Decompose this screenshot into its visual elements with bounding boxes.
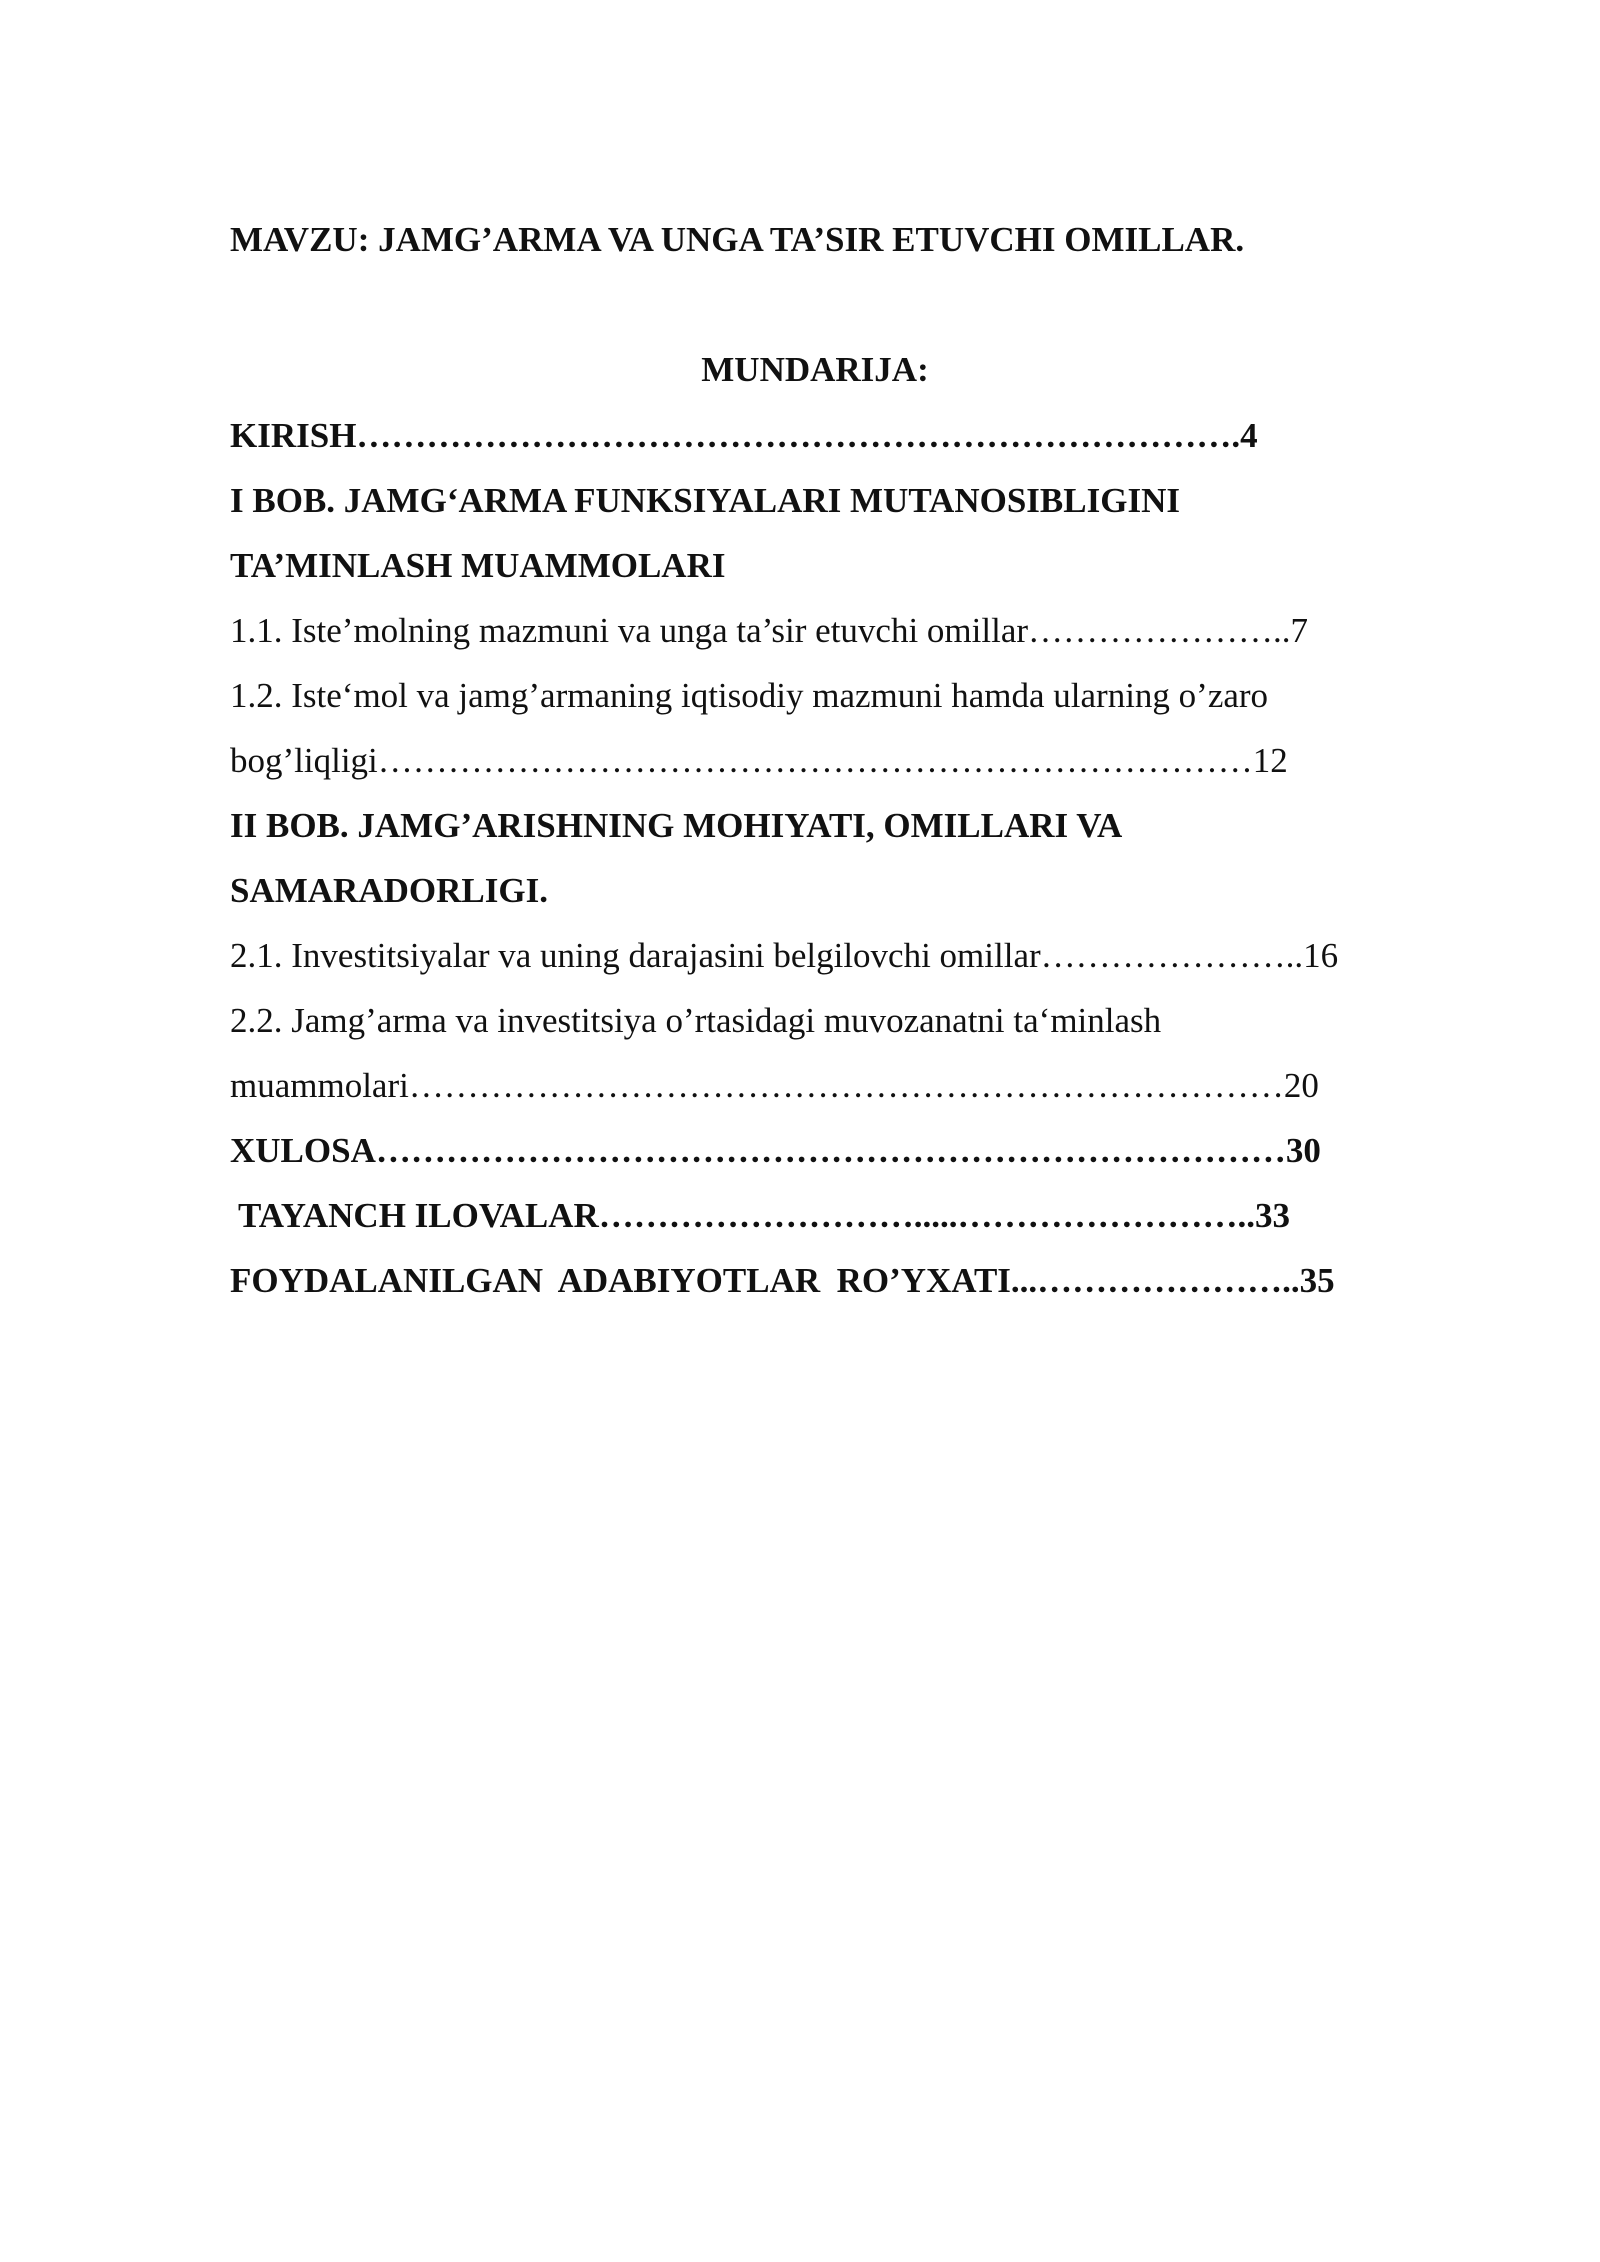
toc-entry-tayanch-ilovalar: TAYANCH ILOVALAR……………………….....……………………..33 (238, 1196, 1291, 1235)
toc-chapter-1-title: I BOB. JAMG‘ARMA FUNKSIYALARI MUTANOSIBLIGINI (230, 481, 1180, 520)
toc-entry-kirish: KIRISH………………………………………………………………….4 (230, 416, 1258, 455)
toc-entry-1-2-cont: bog’liqligi…………………………………………………………………12 (230, 741, 1288, 780)
document-topic: MAVZU: JAMG’ARMA VA UNGA TA’SIR ETUVCHI OMILLAR. (230, 220, 1245, 259)
toc-chapter-1-title-cont: TA’MINLASH MUAMMOLARI (230, 546, 726, 585)
toc-entry-xulosa: XULOSA……………………………………………………………………30 (230, 1131, 1321, 1170)
toc-entry-adabiyotlar: FOYDALANILGAN ADABIYOTLAR RO’YXATI...…………………..35 (230, 1261, 1335, 1300)
toc-chapter-2-title: II BOB. JAMG’ARISHNING MOHIYATI, OMILLARI VA (230, 806, 1123, 845)
toc-heading: MUNDARIJA: (701, 350, 929, 389)
toc-entry-2-2: 2.2. Jamg’arma va investitsiya o’rtasidagi muvozanatni ta‘minlash (230, 1001, 1162, 1040)
toc-entry-2-2-cont: muammolari…………………………………………………………………20 (230, 1066, 1319, 1105)
toc-chapter-2-title-cont: SAMARADORLIGI. (230, 871, 548, 910)
toc-entry-1-2: 1.2. Iste‘mol va jamg’armaning iqtisodiy mazmuni hamda ularning o’zaro (230, 676, 1269, 715)
toc-entry-2-1: 2.1. Investitsiyalar va uning darajasini belgilovchi omillar…………………..16 (230, 936, 1339, 975)
toc-entry-1-1: 1.1. Iste’molning mazmuni va unga ta’sir etuvchi omillar…………………..7 (230, 611, 1309, 650)
